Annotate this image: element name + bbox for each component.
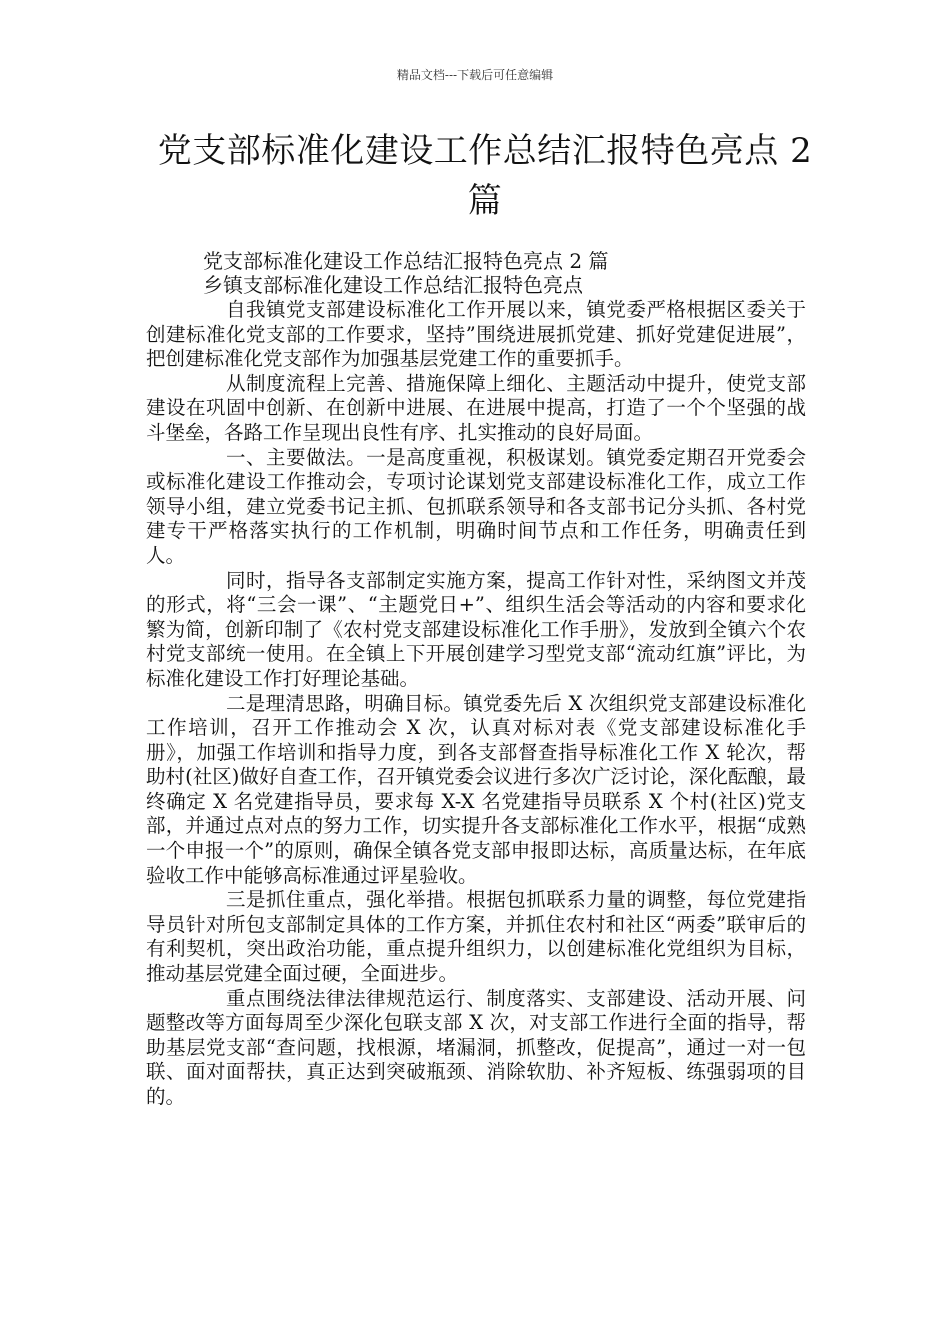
section-title: 乡镇支部标准化建设工作总结汇报特色亮点 xyxy=(203,273,583,297)
document-subtitle: 党支部标准化建设工作总结汇报特色亮点 2 篇 xyxy=(203,249,609,273)
paragraph: 二是理清思路，明确目标。镇党委先后 X 次组织党支部建设标准化工作培训，召开工作推动会 X 次，认真对标对表《党支部建设标准化手册》，加强工作培训和指导力度，到各支部督查指导标准化工作 X 轮次，帮助村(社区)做好自查工作，召开镇党委会议进行多次广泛讨论，深化酝酿，最终确定 X 名党建指导员，要求每 X-X 名党建指导员联系 X 个村(社区)党支部，并通过点对点的努力工作，切实提升各支部标准化工作水平，根据“成熟一个申报一个”的原则，确保全镇各党支部申报即达标，高质量达标，在年底验收工作中能够高标准通过评星验收。 xyxy=(146,691,806,887)
paragraph: 三是抓住重点，强化举措。根据包抓联系力量的调整，每位党建指导员针对所包支部制定具体的工作方案，并抓住农村和社区“两委”联审后的有利契机，突出政治功能，重点提升组织力，以创建标准化党组织为目标，推动基层党建全面过硬，全面进步。 xyxy=(146,888,806,986)
document-title: 党支部标准化建设工作总结汇报特色亮点 2 篇 xyxy=(157,131,813,221)
document-body xyxy=(146,298,806,1110)
paragraph: 自我镇党支部建设标准化工作开展以来，镇党委严格根据区委关于创建标准化党支部的工作要求，坚持”围绕进展抓党建、抓好党建促进展”，把创建标准化党支部作为加强基层党建工作的重要抓手。 xyxy=(146,298,806,371)
paragraph: 重点围绕法律法律规范运行、制度落实、支部建设、活动开展、问题整改等方面每周至少深化包联支部 X 次，对支部工作进行全面的指导，帮助基层党支部“查问题，找根源，堵漏洞，抓整改，促提高”，通过一对一包联、面对面帮扶，真正达到突破瓶颈、消除软肋、补齐短板、练强弱项的目的。 xyxy=(146,986,806,1108)
header-note: 精品文档---下载后可任意编辑 xyxy=(396,68,554,82)
paragraph: 从制度流程上完善、措施保障上细化、主题活动中提升，使党支部建设在巩固中创新、在创新中进展、在进展中提高，打造了一个个坚强的战斗堡垒，各路工作呈现出良性有序、扎实推动的良好局面。 xyxy=(146,371,806,444)
paragraph: 同时，指导各支部制定实施方案，提高工作针对性，采纳图文并茂的形式，将“三会一课”、“主题党日+”、组织生活会等活动的内容和要求化繁为简，创新印制了《农村党支部建设标准化工作手册》，发放到全镇六个农村党支部统一使用。在全镇上下开展创建学习型党支部“流动红旗”评比，为标准化建设工作打好理论基础。 xyxy=(146,568,806,690)
paragraph: 一、主要做法。一是高度重视，积极谋划。镇党委定期召开党委会或标准化建设工作推动会，专项讨论谋划党支部建设标准化工作，成立工作领导小组，建立党委书记主抓、包抓联系领导和各支部书记分头抓、各村党建专干严格落实执行的工作机制，明确时间节点和工作任务，明确责任到人。 xyxy=(146,445,806,567)
